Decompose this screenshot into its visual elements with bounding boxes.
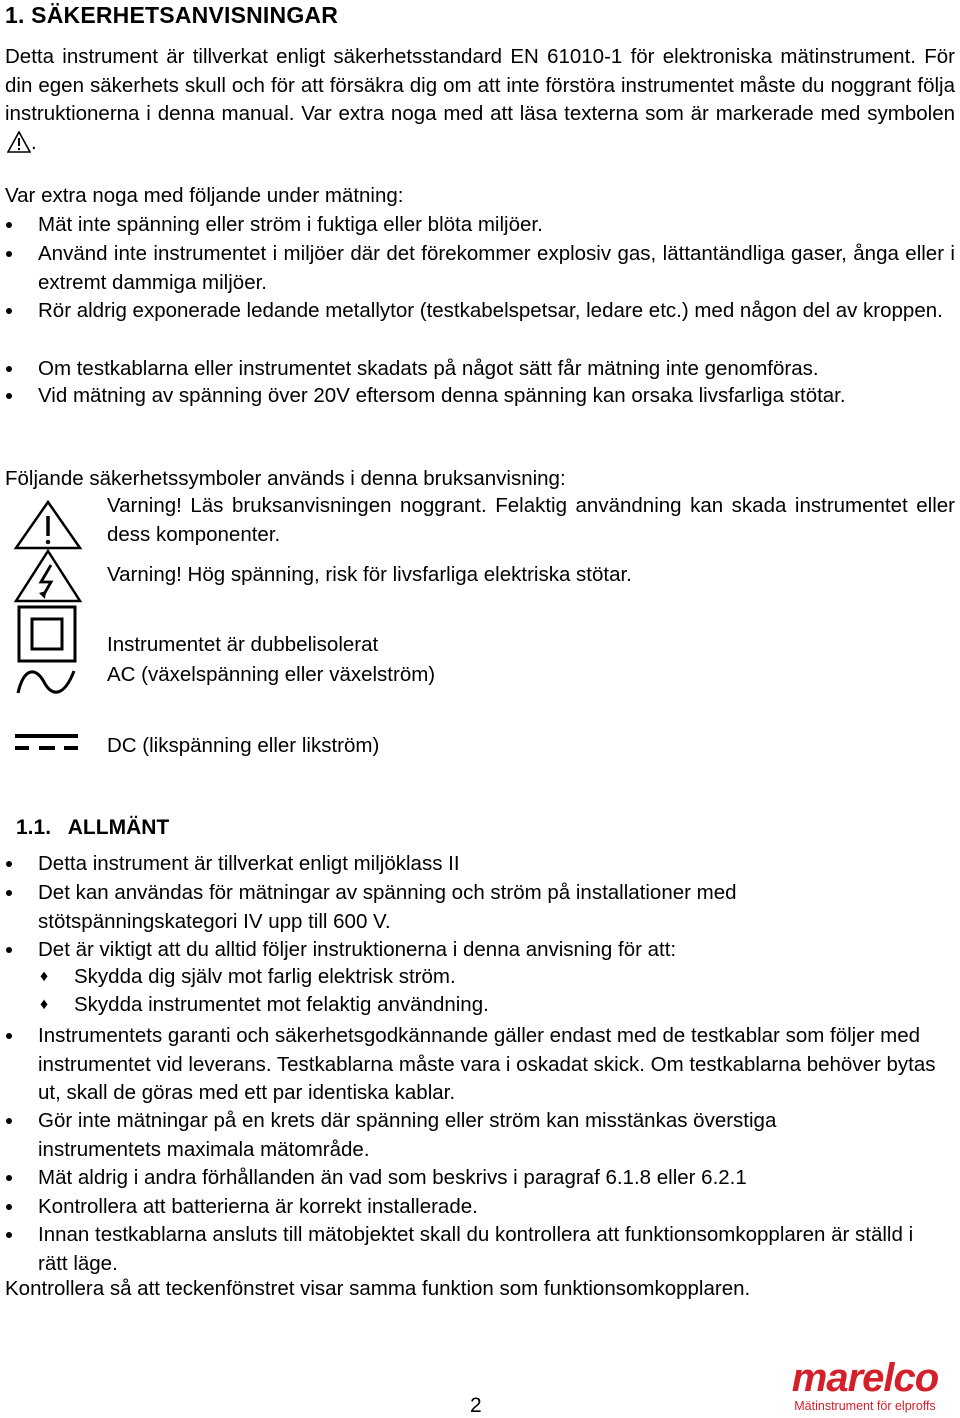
bullet-dot (6, 1118, 12, 1124)
page-number: 2 (470, 1394, 482, 1417)
bullet-dot (6, 890, 12, 896)
general-sub-item: Skydda dig själv mot farlig elektrisk ström. (74, 965, 456, 988)
bullet-dot (6, 1175, 12, 1181)
measure-item: Mät inte spänning eller ström i fuktiga eller blöta miljöer. (38, 213, 543, 236)
general-item: Detta instrument är tillverkat enligt miljöklass II (38, 852, 460, 875)
closing-text: Kontrollera så att teckenfönstret visar samma funktion som funktionsomkopplaren. (5, 1277, 751, 1300)
general-item: Innan testkablarna ansluts till mätobjektet skall du kontrollera att funktionsomkopplaren är ställd i rätt läge. (38, 1223, 914, 1275)
warning-symbol-text: Varning! Läs bruksanvisningen noggrant. Felaktig användning kan skada instrumentet eller dess komponenter. (107, 494, 955, 546)
bullet-dot (6, 393, 12, 399)
bullet-dot (6, 1232, 12, 1238)
diamond-bullet: ♦ (40, 996, 49, 1013)
general-item: Kontrollera att batterierna är korrekt installerade. (38, 1195, 478, 1218)
general-item: Mät aldrig i andra förhållanden än vad som beskrivs i paragraf 6.1.8 eller 6.2.1 (38, 1166, 747, 1189)
high-voltage-icon (13, 549, 83, 603)
bullet-dot (6, 1033, 12, 1039)
intro-paragraph (5, 43, 955, 157)
measure-lead: Var extra noga med följande under mätning: (5, 184, 404, 207)
ac-wave-icon (14, 665, 80, 699)
measure-item: Använd inte instrumentet i miljöer där det förekommer explosiv gas, lättantändliga gaser, ånga eller i extremt dammiga miljöer. (38, 242, 955, 294)
measure-item: Rör aldrig exponerade ledande metallytor (testkabelspetsar, ledare etc.) med någon del av kroppen. (38, 299, 943, 322)
warning-triangle-inline-icon (7, 131, 31, 153)
bullet-dot (6, 366, 12, 372)
logo-wordmark: marelco (791, 1356, 939, 1400)
dc-icon (14, 732, 80, 754)
dc-symbol-text: DC (likspänning eller likström) (107, 734, 380, 757)
marelco-logo (776, 1358, 954, 1413)
bullet-dot (6, 861, 12, 867)
double-insulation-text: Instrumentet är dubbelisolerat (107, 633, 379, 656)
symbols-lead: Följande säkerhetssymboler används i denna bruksanvisning: (5, 467, 566, 490)
double-insulation-icon (16, 604, 80, 664)
intro-text: Detta instrument är tillverkat enligt säkerhetsstandard EN 61010-1 för elektroniska mätinstrument. För din egen säkerhets skull och för att försäkra dig om att inte förstöra instrumentet måste du noggrant följa instruktionerna i denna manual. Var extra noga med att läsa texterna som är markerade med symbolen (5, 45, 955, 125)
bullet-dot (6, 251, 12, 257)
logo-tagline: Mätinstrument för elproffs (794, 1399, 936, 1413)
general-sub-item: Skydda instrumentet mot felaktig användning. (74, 993, 489, 1016)
general-item: Gör inte mätningar på en krets där spänning eller ström kan misstänkas överstiga instrumentets maximala mätområde. (38, 1109, 777, 1161)
measure-item: Vid mätning av spänning över 20V eftersom denna spänning kan orsaka livsfarliga stötar. (38, 384, 846, 407)
intro-end: . (31, 130, 37, 154)
bullet-dot (6, 308, 12, 314)
general-item: Det kan användas för mätningar av spänning och ström på installationer med stötspänningskategori IV upp till 600 V. (38, 881, 737, 933)
diamond-bullet: ♦ (40, 968, 49, 985)
bullet-dot (6, 947, 12, 953)
warning-triangle-icon (13, 500, 83, 550)
general-item: Det är viktigt att du alltid följer instruktionerna i denna anvisning för att: (38, 938, 677, 961)
general-item: Instrumentets garanti och säkerhetsgodkännande gäller endast med de testkablar som följer med instrumentet vid leverans. Testkablarna måste vara i oskadat skick. Om testkablarna behöver bytas ut, skall de göras med ett par identiska kablar. (38, 1024, 936, 1104)
subsection-heading: 1.1. ALLMÄNT (16, 816, 170, 839)
section-heading: 1. SÄKERHETSANVISNINGAR (5, 2, 339, 28)
bullet-dot (6, 1204, 12, 1210)
bullet-dot (6, 222, 12, 228)
ac-symbol-text: AC (växelspänning eller växelström) (107, 663, 436, 686)
measure-item: Om testkablarna eller instrumentet skadats på något sätt får mätning inte genomföras. (38, 357, 819, 380)
high-voltage-symbol-text: Varning! Hög spänning, risk för livsfarliga elektriska stötar. (107, 563, 632, 586)
